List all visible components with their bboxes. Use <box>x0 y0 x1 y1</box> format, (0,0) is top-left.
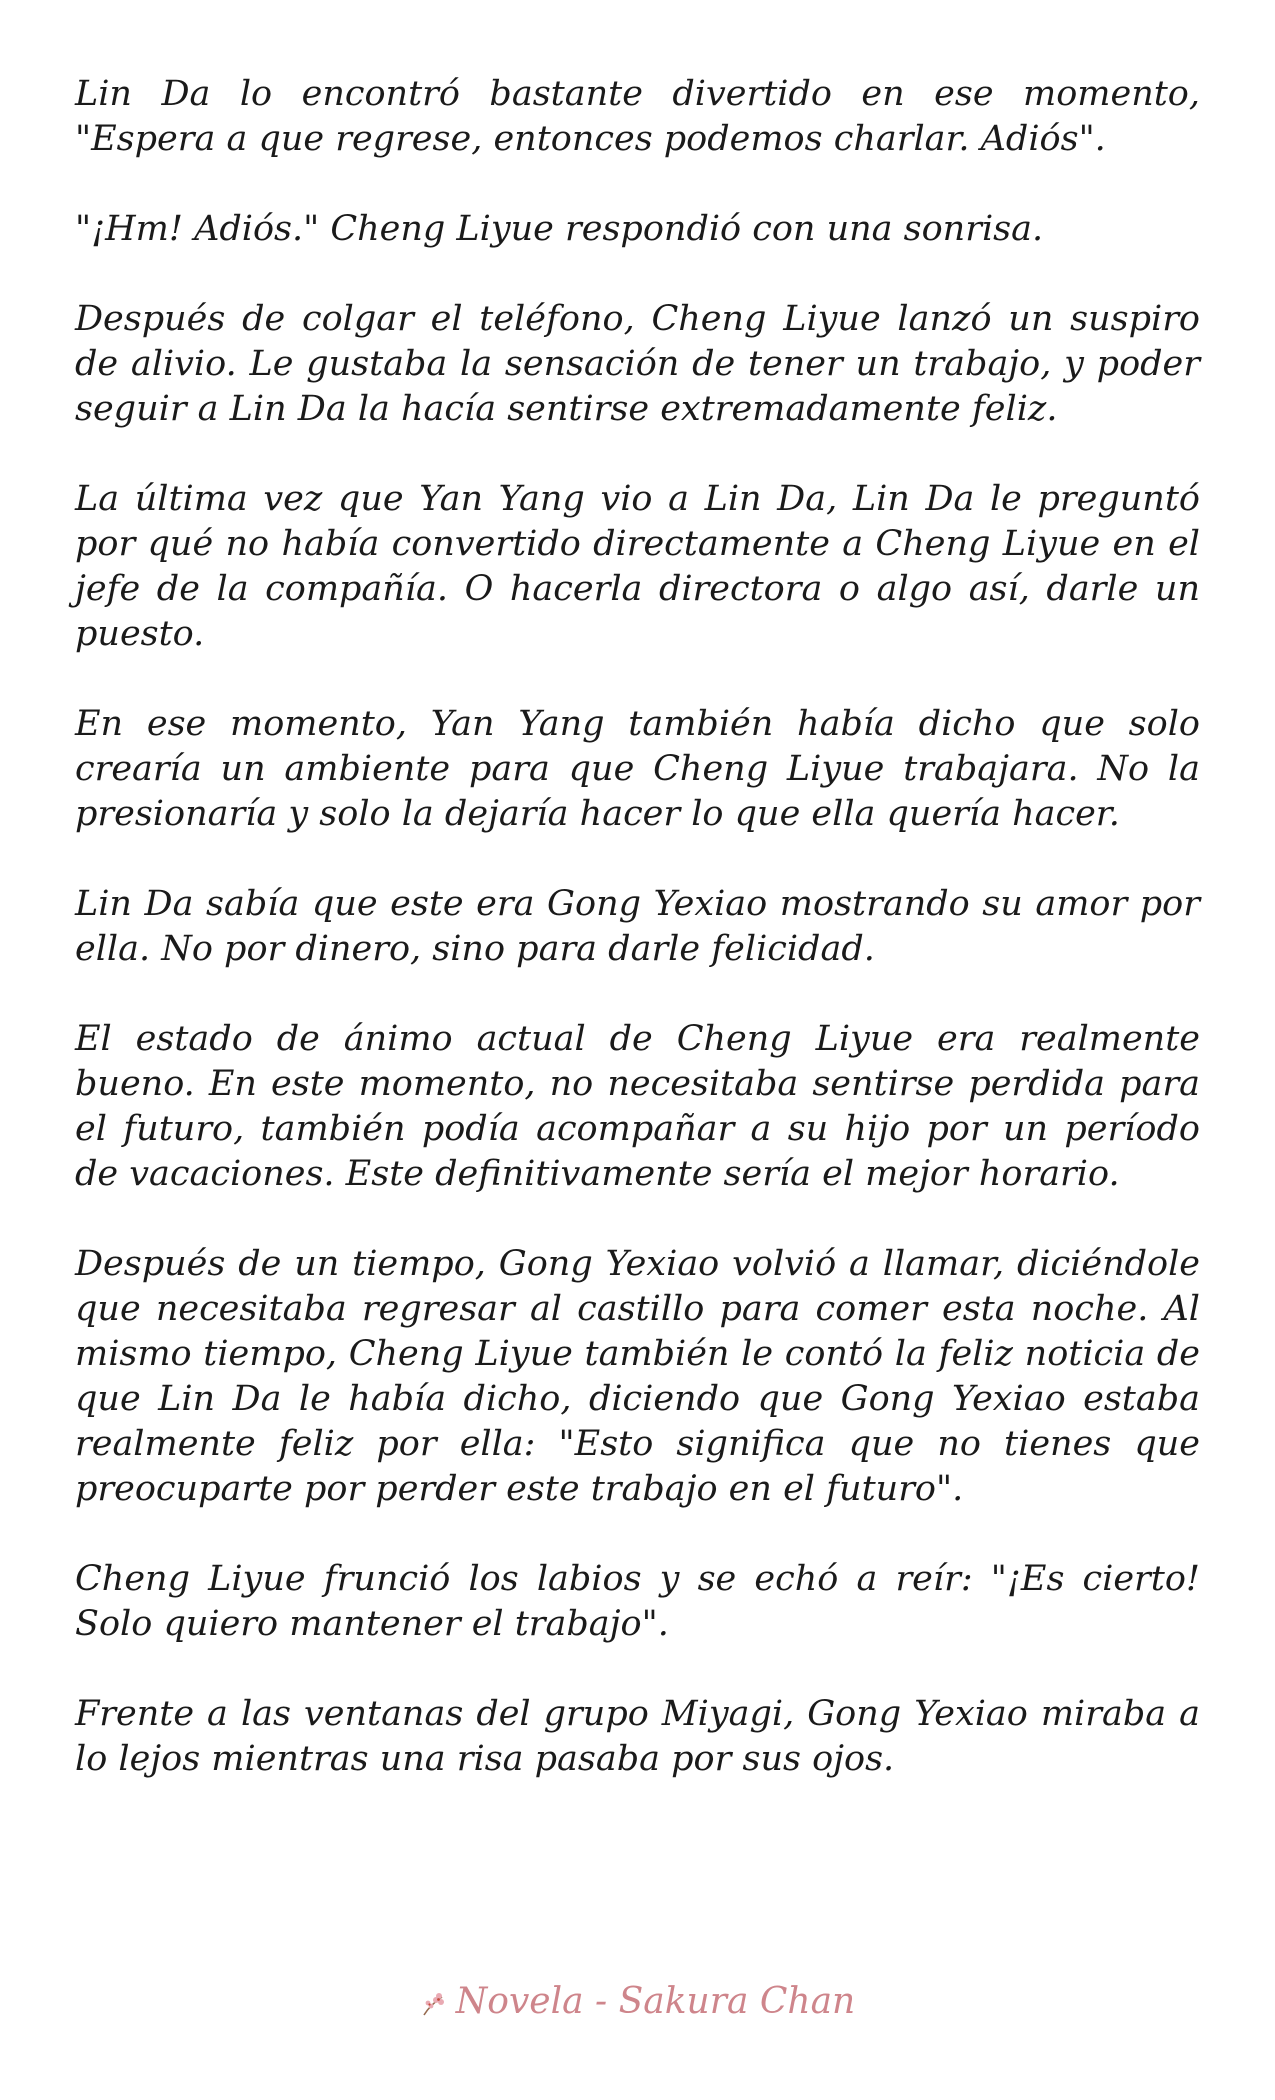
paragraph-7: El estado de ánimo actual de Cheng Liyue era realmente bueno. En este momento, no necesitaba sentirse perdida para el futuro, también podía acompañar a su hijo por un período de vacaciones. Este definitivamente sería el mejor horario. <box>75 1019 1200 1194</box>
paragraph-5: En ese momento, Yan Yang también había dicho que solo crearía un ambiente para que Cheng Liyue trabajara. No la presionaría y solo la dejaría hacer lo que ella quería hacer. <box>75 704 1200 834</box>
paragraph-4: La última vez que Yan Yang vio a Lin Da, Lin Da le preguntó por qué no había convertido directamente a Cheng Liyue en el jefe de la compañía. O hacerla directora o algo así, darle un puesto. <box>75 479 1200 654</box>
paragraph-8: Después de un tiempo, Gong Yexiao volvió a llamar, diciéndole que necesitaba regresar al castillo para comer esta noche. Al mismo tiempo, Cheng Liyue también le contó la feliz noticia de que Lin Da le había dicho, diciendo que Gong Yexiao estaba realmente feliz por ella: "Esto significa que no tienes que preocuparte por perder este trabajo en el futuro". <box>75 1244 1200 1509</box>
paragraph-1: Lin Da lo encontró bastante divertido en ese momento, "Espera a que regrese, entonces podemos charlar. Adiós". <box>75 74 1200 159</box>
watermark <box>0 1980 1275 2024</box>
paragraph-2: "¡Hm! Adiós." Cheng Liyue respondió con una sonrisa. <box>75 209 1044 249</box>
cherry-blossom-icon <box>420 1986 448 2014</box>
paragraph-9: Cheng Liyue frunció los labios y se echó a reír: "¡Es cierto! Solo quiero mantener el trabajo". <box>75 1559 1200 1644</box>
watermark-text: Novela - Sakura Chan <box>455 1981 856 2022</box>
document-body <box>75 72 1200 1782</box>
paragraph-10: Frente a las ventanas del grupo Miyagi, Gong Yexiao miraba a lo lejos mientras una risa pasaba por sus ojos. <box>75 1694 1200 1779</box>
paragraph-3: Después de colgar el teléfono, Cheng Liyue lanzó un suspiro de alivio. Le gustaba la sensación de tener un trabajo, y poder seguir a Lin Da la hacía sentirse extremadamente feliz. <box>75 299 1200 429</box>
paragraph-6: Lin Da sabía que este era Gong Yexiao mostrando su amor por ella. No por dinero, sino para darle felicidad. <box>75 884 1200 969</box>
